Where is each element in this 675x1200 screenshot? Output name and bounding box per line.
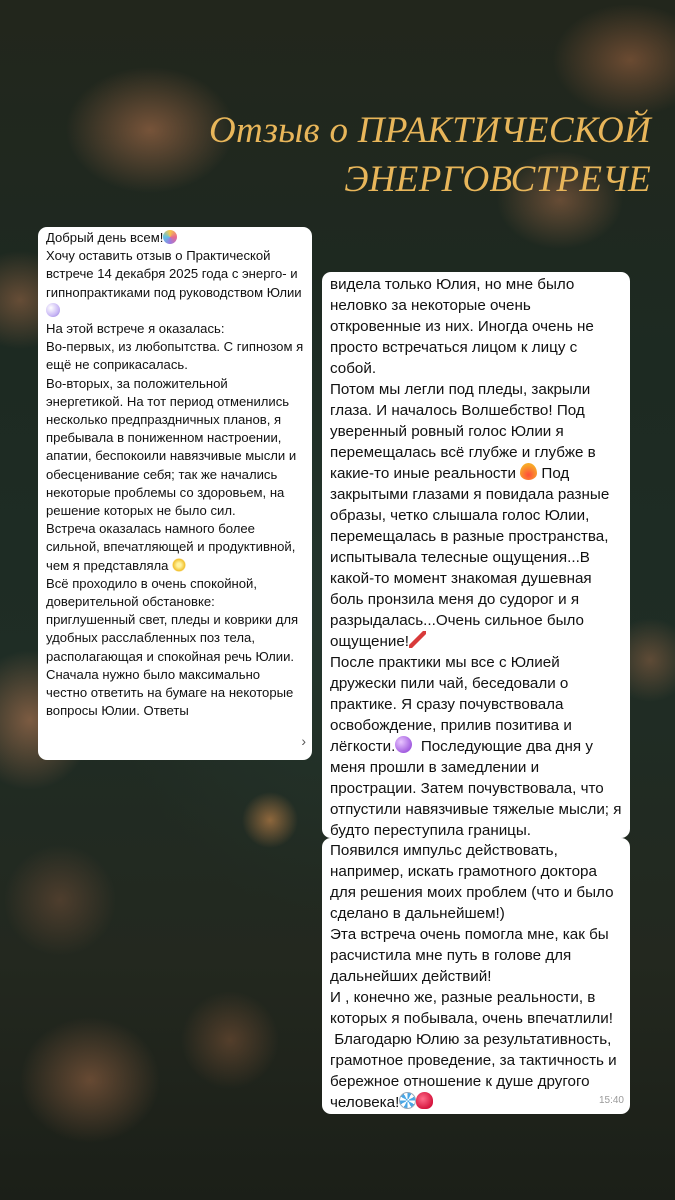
message-1-body: На этой встрече я оказалась: Во-первых, из любопытства. С гипнозом я ещё не соприкасалась. Во-вторых, за положительной энергетикой. На тот период отменились несколько предпраздничных планов, я пребывала в пониженном настроении, апатии, беспокоили навязчивые мысли и обесценивание себя; так же начались некоторые проблемы со здоровьем, на решение которых не было сил. Встреча оказалась намного более сильной, впечатляющей и продуктивной, чем я представляла bbox=[46, 321, 304, 573]
message-bubble-3 bbox=[322, 838, 630, 1114]
message-bubble-1 bbox=[38, 227, 312, 760]
crystal-ball-emoji-icon bbox=[46, 303, 60, 317]
message-3-body: Появился импульс действовать, например, искать грамотного доктора для решения моих проблем (что и было сделано в дальнейшем!) Эта встреча очень помогла мне, как бы расчистила мне путь в голове для дальнейших действий! И , конечно же, разные реальности, в которых я побывала, очень впечатлили! Благодарю Юлию за результативность, грамотное проведение, за тактичность и бережное отношение к душе другого человека! bbox=[330, 842, 617, 1111]
message-2-part-4: Последующие два дня у меня прошли в замедлении и прострации. Затем почувствовала, что отпустили навязчивые тяжелые мысли; я будто переступила границы. bbox=[330, 738, 626, 838]
message-text-3 bbox=[330, 840, 622, 1113]
review-title bbox=[131, 106, 651, 204]
message-text-1 bbox=[46, 229, 304, 720]
message-timestamp: 15:40 bbox=[598, 1095, 624, 1106]
wheel-emoji-icon bbox=[399, 1092, 416, 1109]
sparkle-fire-emoji-icon bbox=[520, 463, 537, 480]
magic-wand-emoji-icon bbox=[409, 631, 426, 648]
heart-emoji-icon bbox=[416, 1092, 433, 1109]
expand-chevron-icon[interactable]: › bbox=[301, 732, 306, 749]
message-2-part-3: После практики мы все с Юлией дружески пили чай, беседовали о практике. Я сразу почувствовала освобождение, прилив позитива и лёгкости. bbox=[330, 654, 572, 755]
message-text-2 bbox=[330, 274, 626, 838]
rainbow-emoji-icon bbox=[163, 230, 177, 244]
review-title-line1: Отзыв о ПРАКТИЧЕСКОЙ bbox=[208, 110, 651, 151]
sparkles-emoji-icon bbox=[169, 555, 189, 575]
message-1-greeting: Добрый день всем! bbox=[46, 230, 164, 245]
message-1-body-2: Всё проходило в очень спокойной, доверительной обстановке: приглушенный свет, пледы и коврики для удобных расслабленных поз тела, располагающая и спокойная речь Юлии. Сначала нужно было максимально честно ответить на бумаге на некоторые вопросы Юлии. Ответы bbox=[46, 575, 299, 719]
message-2-part-1: видела только Юлия, но мне было неловко за некоторые очень откровенные из них. Иногда очень не просто встречаться лицом к лицу с собой. Потом мы легли под пледы, закрыли глаза. И началось Волшебство! Под уверенный ровный голос Юлии я перемещалась всё глубже и глубже в какие-то иные реальности bbox=[330, 276, 596, 482]
message-bubble-2 bbox=[322, 272, 630, 838]
message-1-intro: Хочу оставить отзыв о Практической встрече 14 декабря 2025 года с энерго- и гипнопрактиками под руководством Юлии bbox=[46, 248, 302, 300]
balloon-emoji-icon bbox=[395, 736, 412, 753]
review-title-line2: ЭНЕРГОВСТРЕЧЕ bbox=[344, 159, 651, 200]
message-2-part-2: Под закрытыми глазами я повидала разные образы, четко слышала голос Юлии, перемещалась в разные пространства, испытывала телесные ощущения...В какой-то момент знакомая душевная боль пронзила меня до судорог и я разрыдалась...Очень сильное было ощущение! bbox=[330, 465, 614, 650]
